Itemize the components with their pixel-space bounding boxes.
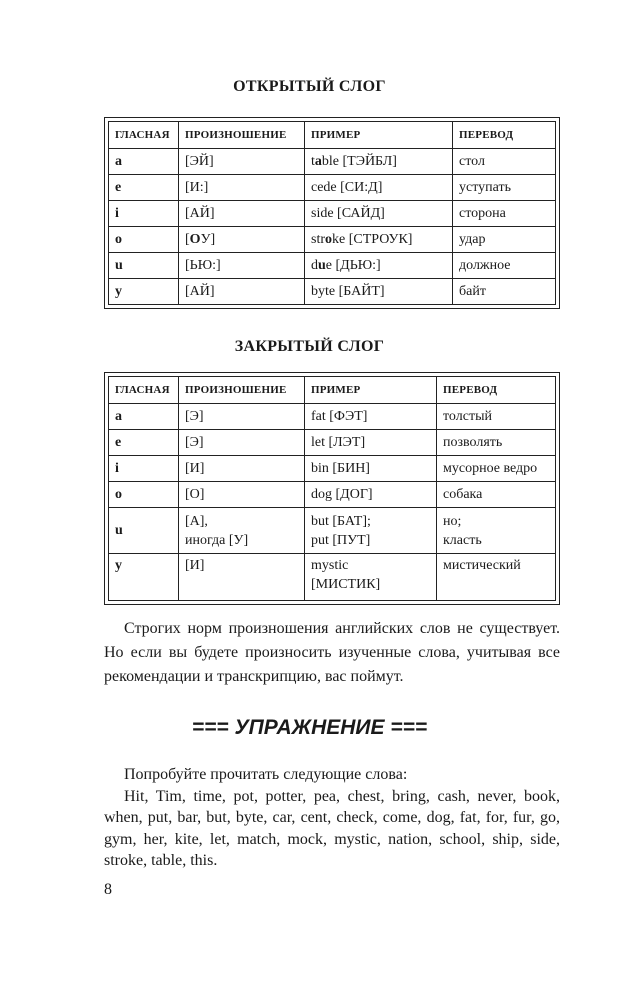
translation-cell: толстый (437, 404, 556, 430)
translation-cell: сторона (453, 201, 556, 227)
pronunciation-cell: [И] (179, 554, 305, 601)
pronunciation-cell: [О] (179, 482, 305, 508)
example-cell: stroke [СТРОУК] (305, 227, 453, 253)
table-row (109, 456, 556, 482)
example-cell: cede [СИ:Д] (305, 175, 453, 201)
header-example: ПРИМЕР (305, 122, 453, 149)
translation-cell: байт (453, 279, 556, 305)
vowel-cell: e (109, 430, 179, 456)
table-row (109, 201, 556, 227)
table-row (109, 554, 556, 601)
example-cell: mystic [МИСТИК] (305, 554, 437, 601)
translation-cell: удар (453, 227, 556, 253)
table-header-row (109, 122, 556, 149)
pronunciation-cell: [ОУ] (179, 227, 305, 253)
table-row (109, 227, 556, 253)
pronunciation-cell: [Э] (179, 404, 305, 430)
table-row (109, 404, 556, 430)
example-cell: byte [БАЙТ] (305, 279, 453, 305)
vowel-cell: o (109, 482, 179, 508)
pronunciation-cell: [ЬЮ:] (179, 253, 305, 279)
table-row (109, 253, 556, 279)
pronunciation-cell: [АЙ] (179, 201, 305, 227)
example-cell: let [ЛЭТ] (305, 430, 437, 456)
translation-cell: уступать (453, 175, 556, 201)
table-row (109, 149, 556, 175)
table-row (109, 482, 556, 508)
table-row (109, 279, 556, 305)
exercise-words: Hit, Tim, time, pot, potter, pea, chest, bring, cash, never, book, when, put, bar, but, byte, car, cent, check, come, dog, fat, for, fur, go, gym, her, kite, let, match, mock, mystic, nation, school, ship, side, stroke, table, this. (104, 787, 560, 869)
closed-syllable-title: ЗАКРЫТЫЙ СЛОГ (234, 338, 385, 355)
translation-cell: но; класть (437, 508, 556, 554)
translation-cell: стол (453, 149, 556, 175)
translation-cell: позволять (437, 430, 556, 456)
translation-cell: собака (437, 482, 556, 508)
open-syllable-table (104, 117, 560, 309)
vowel-cell: u (109, 253, 179, 279)
vowel-cell: i (109, 201, 179, 227)
pronunciation-cell: [АЙ] (179, 279, 305, 305)
example-cell: side [САЙД] (305, 201, 453, 227)
vowel-cell: e (109, 175, 179, 201)
pronunciation-cell: [А], иногда [У] (179, 508, 305, 554)
exercise-intro: Попробуйте прочитать следующие слова: (124, 766, 408, 783)
example-cell: due [ДЬЮ:] (305, 253, 453, 279)
vowel-cell: y (109, 279, 179, 305)
header-pronunciation: ПРОИЗНОШЕНИЕ (179, 122, 305, 149)
page-number: 8 (104, 881, 112, 898)
open-syllable-title: ОТКРЫТЫЙ СЛОГ (233, 78, 386, 95)
header-vowel: ГЛАСНАЯ (109, 122, 179, 149)
pronunciation-cell: [И] (179, 456, 305, 482)
example-cell: dog [ДОГ] (305, 482, 437, 508)
vowel-cell: i (109, 456, 179, 482)
vowel-cell: y (109, 554, 179, 601)
example-cell: table [ТЭЙБЛ] (305, 149, 453, 175)
vowel-cell: o (109, 227, 179, 253)
example-cell: bin [БИН] (305, 456, 437, 482)
closed-syllable-table (104, 372, 560, 605)
example-cell: fat [ФЭТ] (305, 404, 437, 430)
exercise-title: === УПРАЖНЕНИЕ === (191, 716, 428, 739)
translation-cell: мистический (437, 554, 556, 601)
translation-cell: должное (453, 253, 556, 279)
pronunciation-cell: [Э] (179, 430, 305, 456)
table-row (109, 175, 556, 201)
table-row (109, 430, 556, 456)
header-vowel: ГЛАСНАЯ (109, 377, 179, 404)
vowel-cell: u (109, 508, 179, 554)
example-cell: but [БАТ]; put [ПУТ] (305, 508, 437, 554)
vowel-cell: a (109, 149, 179, 175)
pronunciation-cell: [ЭЙ] (179, 149, 305, 175)
header-translation: ПЕРЕВОД (453, 122, 556, 149)
vowel-cell: a (109, 404, 179, 430)
table-row (109, 508, 556, 554)
header-pronunciation: ПРОИЗНОШЕНИЕ (179, 377, 305, 404)
exercise-text (104, 764, 560, 872)
table-header-row (109, 377, 556, 404)
pronunciation-cell: [И:] (179, 175, 305, 201)
header-translation: ПЕРЕВОД (437, 377, 556, 404)
translation-cell: мусорное ведро (437, 456, 556, 482)
body-paragraph: Строгих норм произношения английских слов не существует. Но если вы будете произносить изученные слова, учитывая все рекомендации и транскрипцию, вас поймут. (104, 620, 560, 685)
header-example: ПРИМЕР (305, 377, 437, 404)
